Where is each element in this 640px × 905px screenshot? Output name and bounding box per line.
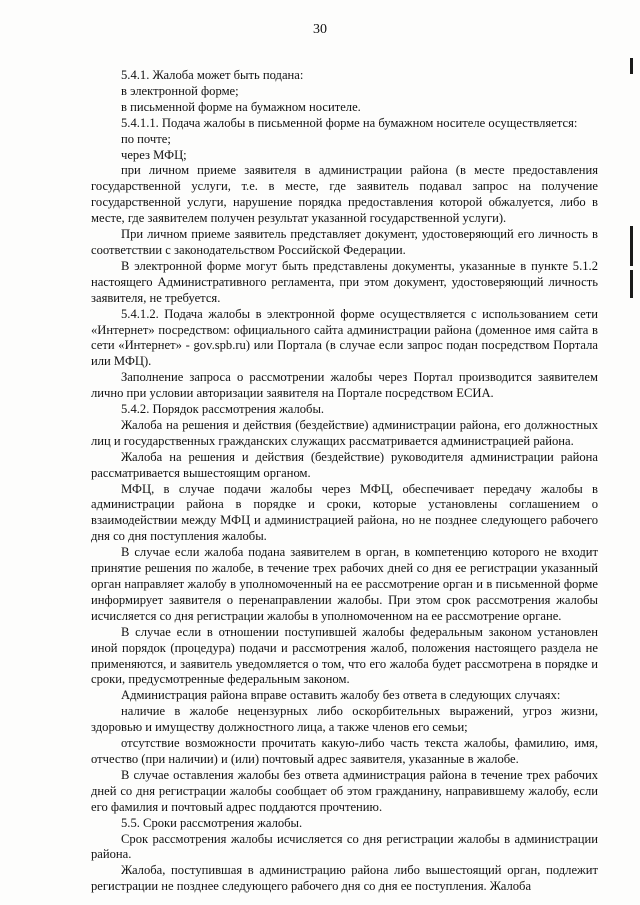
paragraph: В случае оставления жалобы без ответа администрация района в течение трех рабочих дней со дня регистрации жалобы сообщает об этом гражданину, направившему жалобу, если его фамилия и почтовый адрес поддаются прочтению. bbox=[91, 767, 598, 814]
paragraph: 5.5. Сроки рассмотрения жалобы. bbox=[121, 815, 303, 830]
paragraph: в электронной форме; bbox=[121, 83, 239, 98]
margin-mark bbox=[630, 226, 633, 266]
paragraph: наличие в жалобе нецензурных либо оскорбительных выражений, угроз жизни, здоровью и имуществу должностного лица, а также членов его семьи; bbox=[91, 704, 598, 735]
paragraph: 5.4.2. Порядок рассмотрения жалобы. bbox=[121, 402, 325, 417]
paragraph: в письменной форме на бумажном носителе. bbox=[121, 99, 361, 114]
paragraph: Заполнение запроса о рассмотрении жалобы через Портал производится заявителем лично при условии авторизации заявителя на Портале посредством ЕСИА. bbox=[91, 370, 598, 401]
paragraph: В электронной форме могут быть представлены документы, указанные в пункте 5.1.2 настоящего Административного регламента, при этом документ, удостоверяющий личность заявителя, не требуется. bbox=[91, 258, 598, 305]
paragraph: Срок рассмотрения жалобы исчисляется со дня регистрации жалобы в администрации района. bbox=[91, 831, 598, 862]
paragraph: Жалоба на решения и действия (бездействие) руководителя администрации района рассматривается вышестоящим органом. bbox=[91, 449, 598, 480]
document-body bbox=[91, 68, 598, 895]
paragraph: В случае если жалоба подана заявителем в орган, в компетенцию которого не входит принятие решения по жалобе, в течение трех рабочих дней со дня ее регистрации указанный орган направляет жалобу в уполномоченный на ее рассмотрение орган и в письменной форме информирует заявителя о перенаправлении жалобы. При этом срок рассмотрения жалобы исчисляется со дня регистрации жалобы в уполномоченном на ее рассмотрение органе. bbox=[91, 545, 598, 623]
paragraph: 5.4.1. Жалоба может быть подана: bbox=[121, 68, 304, 82]
paragraph: В случае если в отношении поступившей жалобы федеральным законом установлен иной порядок (процедура) подачи и рассмотрения жалоб, положения настоящего раздела не применяются, и заявитель уведомляется о том, что его жалоба будет рассмотрена в порядке и сроки, предусмотренные федеральным законом. bbox=[91, 624, 598, 687]
paragraph: отсутствие возможности прочитать какую-либо часть текста жалобы, фамилию, имя, отчество (при наличии) и (или) почтовый адрес заявителя, указанные в жалобе. bbox=[91, 736, 598, 766]
margin-mark bbox=[630, 270, 633, 298]
margin-mark bbox=[630, 58, 633, 74]
paragraph: Администрация района вправе оставить жалобу без ответа в следующих случаях: bbox=[121, 688, 561, 703]
paragraph: 5.4.1.2. Подача жалобы в электронной форме осуществляется с использованием сети «Интернет» посредством: официального сайта администрации района (доменное имя сайта в сети «Интернет» - gov.spb.ru) или Портала (в случае если запрос подан посредством Портала или МФЦ). bbox=[91, 306, 598, 369]
paragraph: при личном приеме заявителя в администрации района (в месте предоставления государственной услуги, т.е. в месте, где заявитель подавал запрос на получение государственной услуги, нарушение порядка предоставления которой обжалуется, либо в месте, где заявителем получен результат указанной государственной услуги). bbox=[91, 163, 598, 226]
paragraph: При личном приеме заявитель представляет документ, удостоверяющий его личность в соответствии с законодательством Российской Федерации. bbox=[91, 227, 598, 257]
page-number: 30 bbox=[313, 22, 327, 37]
paragraph: МФЦ, в случае подачи жалобы через МФЦ, обеспечивает передачу жалобы в администрации района в порядке и сроки, которые установлены соглашением о взаимодействии между МФЦ и администрацией района, но не позднее следующего рабочего дня со дня поступления жалобы. bbox=[91, 481, 598, 544]
paragraph: через МФЦ; bbox=[121, 147, 187, 162]
paragraph: Жалоба, поступившая в администрацию района либо вышестоящий орган, подлежит регистрации не позднее следующего рабочего дня со дня ее поступления. Жалоба bbox=[91, 863, 598, 894]
paragraph: 5.4.1.1. Подача жалобы в письменной форме на бумажном носителе осуществляется: bbox=[121, 115, 578, 130]
paragraph: по почте; bbox=[121, 131, 171, 146]
paragraph: Жалоба на решения и действия (бездействие) администрации района, его должностных лиц и государственных гражданских служащих рассматривается администрацией района. bbox=[91, 417, 598, 448]
